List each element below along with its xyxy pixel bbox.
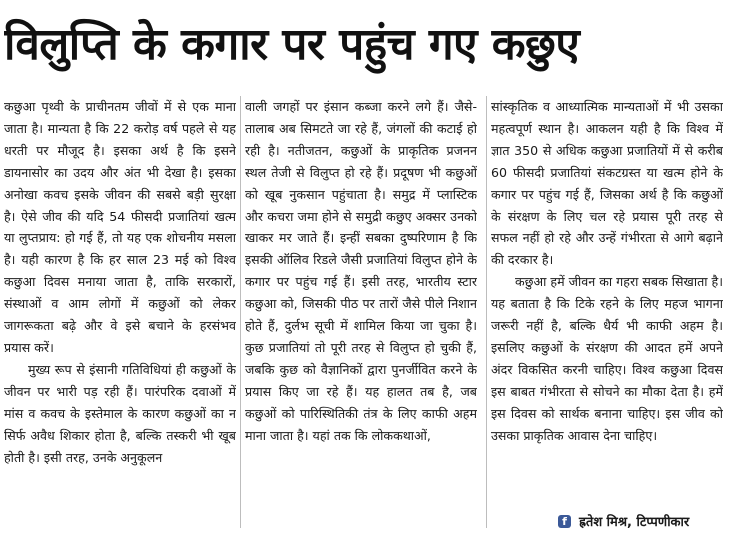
article-column-2 [245, 96, 477, 534]
article-column-3 [491, 96, 723, 534]
facebook-icon[interactable]: f [558, 515, 571, 528]
article-headline: विलुप्ति के कगार पर पहुंच गए कछुए [4, 19, 580, 70]
column-divider [486, 96, 487, 528]
column-divider [240, 96, 241, 528]
author-byline [558, 510, 738, 532]
paragraph: कछुआ पृथ्वी के प्राचीनतम जीवों में से एक माना जाता है। मान्यता है कि 22 करोड़ वर्ष पहले से यह धरती पर मौजूद है। इसका अर्थ है कि इसने डायनासोर का उदय और अंत भी देखा है। इसका अनोखा कवच इसके जीवन की सबसे बड़ी सुरक्षा है। ऐसे जीव की यदि 54 फीसदी प्रजातियां खत्म या लुप्तप्राय: हो गई हैं, तो यह एक शोचनीय मसला है। यही कारण है कि हर साल 23 मई को विश्व कछुआ दिवस मनाया जाता है, ताकि सरकारों, संस्थाओं व आम लोगों में कछुओं को लेकर जागरूकता बढ़े और वे इसे बचाने के हरसंभव प्रयास करें। [4, 99, 236, 355]
author-name: ह्रतेश मिश्र, टिप्पणीकार [579, 515, 690, 530]
article-column-1 [4, 96, 236, 534]
paragraph: मुख्य रूप से इंसानी गतिविधियां ही कछुओं के जीवन पर भारी पड़ रही हैं। पारंपरिक दवाओं में मांस व कवच के इस्तेमाल के कारण कछुओं का न सिर्फ अवैध शिकार होता है, बल्कि तस्करी भी खूब होती है। इसी तरह, उनके अनुकूलन [4, 361, 236, 465]
paragraph: सांस्कृतिक व आध्यात्मिक मान्यताओं में भी उसका महत्वपूर्ण स्थान है। आकलन यही है कि विश्व में ज्ञात 350 से अधिक कछुआ प्रजातियों में से करीब 60 फीसदी प्रजातियां संकटग्रस्त या खत्म होने के कगार पर पहुंच गई हैं, जिसका अर्थ है कि कछुओं के संरक्षण के लिए चल रहे प्रयास पूरी तरह से सफल नहीं हो रहे और उन्हें गंभीरता से आगे बढ़ाने की दरकार है। [491, 99, 723, 268]
paragraph: वाली जगहों पर इंसान कब्जा करने लगे हैं। जैसे- तालाब अब सिमटते जा रहे हैं, जंगलों की कटाई हो रही है। नतीजतन, कछुओं के प्राकृतिक प्रजनन स्थल तेजी से विलुप्त हो रहे हैं। प्रदूषण भी कछुओं को खूब नुकसान पहुंचाता है। समुद्र में प्लास्टिक और कचरा जमा होने से समुद्री कछुए अक्सर उनको खाकर मर जाते हैं। इन्हीं सबका दुष्परिणाम है कि इसकी ऑलिव रिडले जैसी प्रजातियां विलुप्त होने के कगार पर पहुंच गई हैं। इसी तरह, भारतीय स्टार कछुआ को, जिसकी पीठ पर तारों जैसे पीले निशान होते हैं, दुर्लभ सूची में शामिल किया जा चुका है। कुछ प्रजातियां तो पूरी तरह से विलुप्त हो चुकी हैं, जबकि कुछ को वैज्ञानिकों द्वारा पुनर्जीवित करने के प्रयास किए जा रहे हैं। यह हालत तब है, जब कछुओं को पारिस्थितिकी तंत्र के लिए काफी अहम माना जाता है। यहां तक कि लोककथाओं, [245, 99, 477, 443]
paragraph: कछुआ हमें जीवन का गहरा सबक सिखाता है। यह बताता है कि टिके रहने के लिए महज भागना जरूरी नहीं है, बल्कि धैर्य भी काफी अहम है। इसलिए कछुओं के संरक्षण की आदत हमें अपने अंदर विकसित करनी चाहिए। विश्व कछुआ दिवस इस बाबत गंभीरता से सोचने का मौका देता है। हमें इस दिवस को सार्थक बनाना चाहिए। इस जीव को उसका प्राकृतिक आवास देना चाहिए। [491, 274, 723, 443]
